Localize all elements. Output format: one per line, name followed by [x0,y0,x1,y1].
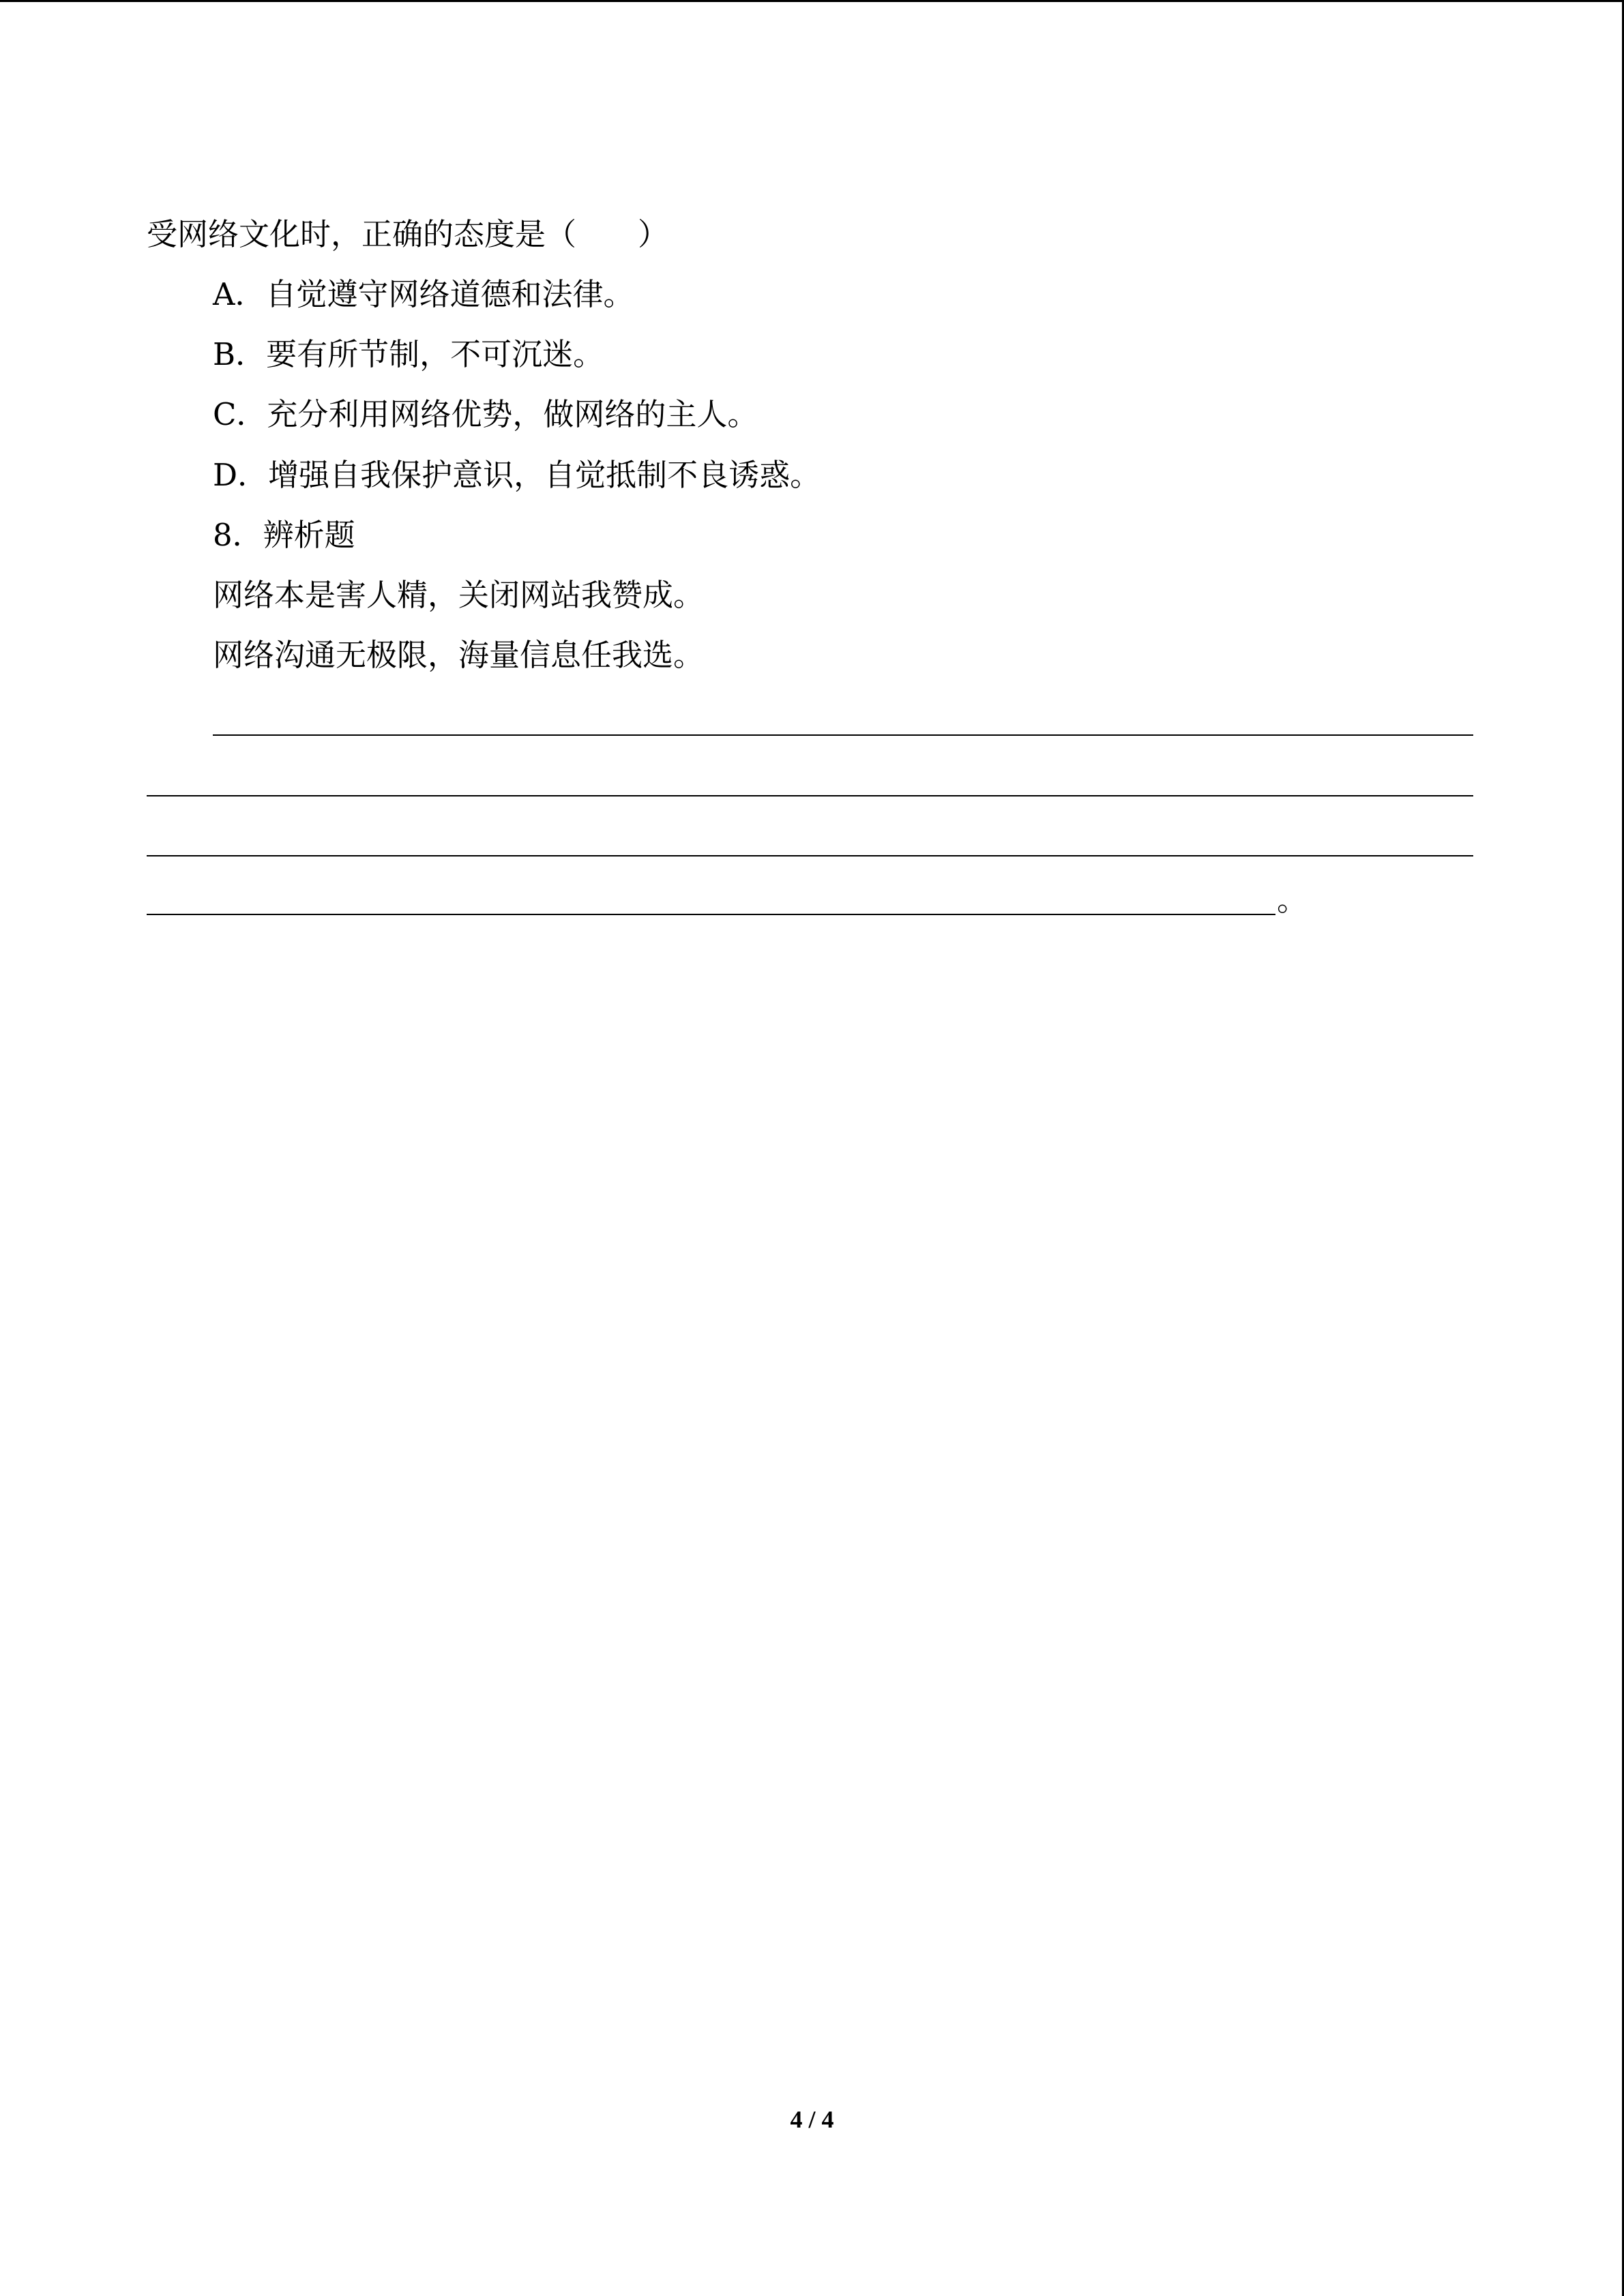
question-8-statement-1: 网络本是害人精，关闭网站我赞成。 [213,577,705,613]
answer-end-period: 。 [1277,882,1308,918]
question-8-statement-2: 网络沟通无极限，海量信息任我选。 [213,637,705,673]
question-7-stem: 受网络文化时，正确的态度是（ ） [147,216,669,252]
answer-line-4 [147,914,1275,915]
question-7-option-a: A．自觉遵守网络道德和法律。 [213,276,634,312]
page-number: 4 / 4 [790,2106,834,2133]
answer-line-1 [213,734,1473,736]
answer-line-2 [147,795,1473,796]
question-7-option-b: B．要有所节制，不可沉迷。 [213,336,604,372]
answer-line-3 [147,855,1473,856]
question-7-option-d: D．增强自我保护意识，自觉抵制不良诱惑。 [213,457,821,493]
page-border-top [0,0,1624,2]
question-8-title: 8．辨析题 [213,517,355,553]
question-7-option-c: C．充分利用网络优势，做网络的主人。 [213,396,758,432]
